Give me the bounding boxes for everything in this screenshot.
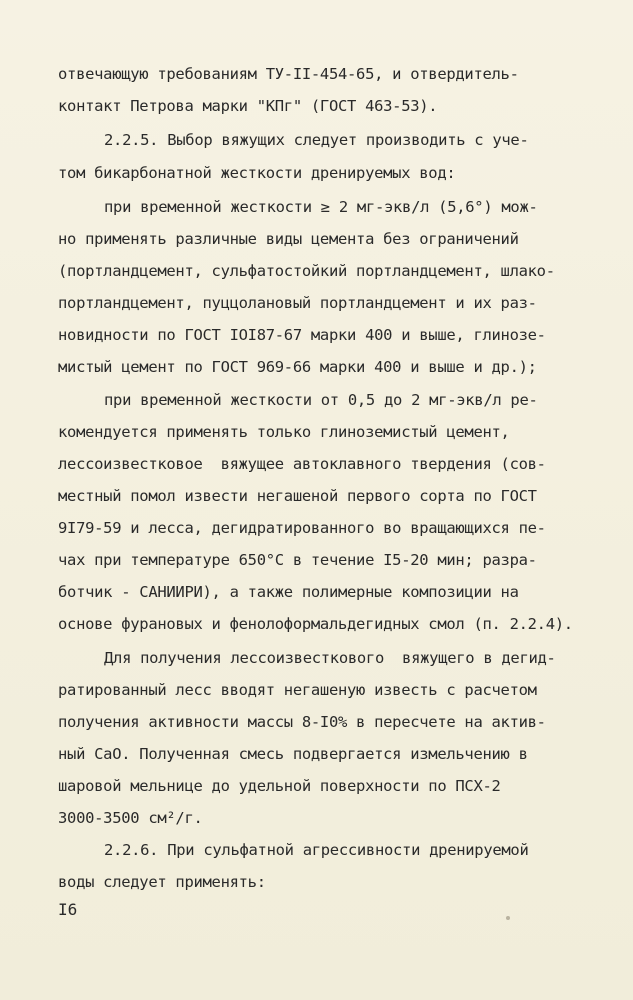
- text-line-13: лессоизвестковое вяжущее автоклавного твердения (сов-: [58, 455, 546, 473]
- text-line-15: 9I79-59 и лесса, дегидратированного во вращающихся пе-: [58, 519, 546, 537]
- text-line-8: портландцемент, пуццолановый портландцемент и их раз-: [58, 294, 537, 312]
- text-line-12: комендуется применять только глиноземистый цемент,: [58, 423, 510, 441]
- text-line-3: 2.2.5. Выбор вяжущих следует производить с уче-: [104, 131, 529, 149]
- page-number: I6: [58, 900, 78, 919]
- text-line-25: 2.2.6. При сульфатной агрессивности дренируемой: [104, 841, 529, 859]
- text-line-5: при временной жесткости ≥ 2 мг-экв/л (5,6°) мож-: [104, 198, 538, 216]
- text-line-11: при временной жесткости от 0,5 до 2 мг-экв/л ре-: [104, 391, 538, 409]
- paper-speck: [506, 916, 510, 920]
- text-line-22: ный СаО. Полученная смесь подвергается измельчению в: [58, 745, 528, 763]
- text-line-24: 3000-3500 см²/г.: [58, 809, 203, 827]
- text-line-9: новидности по ГОСТ IOI87-67 марки 400 и выше, глинозе-: [58, 326, 546, 344]
- text-line-14: местный помол извести негашеной первого сорта по ГОСТ: [58, 487, 537, 505]
- text-line-7: (портландцемент, сульфатостойкий портландцемент, шлако-: [58, 262, 555, 280]
- text-line-4: том бикарбонатной жесткости дренируемых вод:: [58, 164, 456, 182]
- text-line-18: основе фурановых и фенолоформальдегидных смол (п. 2.2.4).: [58, 615, 573, 633]
- text-line-17: ботчик - САНИИРИ), а также полимерные композиции на: [58, 583, 519, 601]
- text-line-6: но применять различные виды цемента без ограничений: [58, 230, 519, 248]
- text-line-19: Для получения лессоизвесткового вяжущего в дегид-: [104, 649, 556, 667]
- text-line-10: мистый цемент по ГОСТ 969-66 марки 400 и выше и др.);: [58, 358, 537, 376]
- text-line-23: шаровой мельнице до удельной поверхности по ПСХ-2: [58, 777, 501, 795]
- text-line-21: получения активности массы 8-I0% в пересчете на актив-: [58, 713, 546, 731]
- text-line-20: ратированный лесс вводят негашеную известь с расчетом: [58, 681, 537, 699]
- text-line-1: отвечающую требованиям ТУ-II-454-65, и отвердитель-: [58, 65, 519, 83]
- text-line-16: чах при температуре 650°С в течение I5-20 мин; разра-: [58, 551, 537, 569]
- text-line-2: контакт Петрова марки "КПг" (ГОСТ 463-53).: [58, 97, 438, 115]
- text-line-26: воды следует применять:: [58, 873, 266, 891]
